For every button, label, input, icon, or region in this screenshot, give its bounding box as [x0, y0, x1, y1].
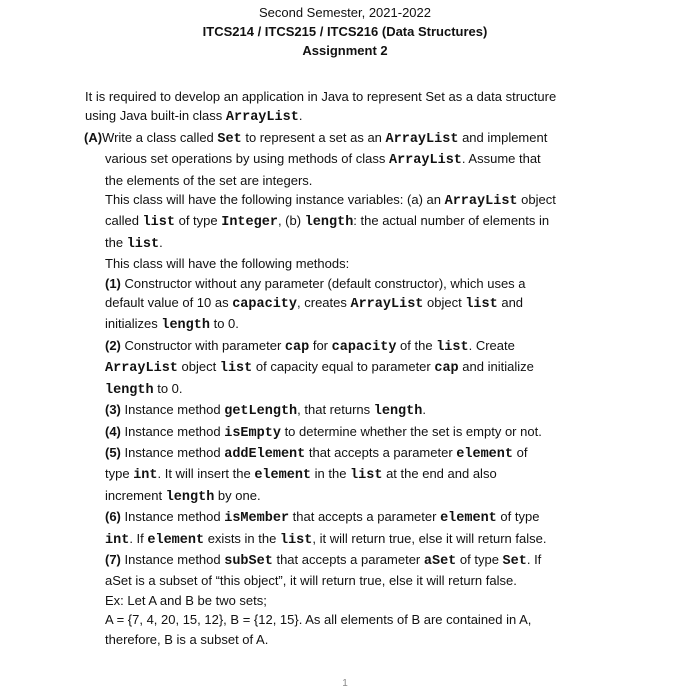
method-7-example-conclusion: therefore, B is a subset of A. — [105, 631, 269, 647]
assignment-title: Assignment 2 — [302, 43, 388, 58]
page-number: 1 — [342, 678, 348, 689]
part-a-line-1: (A)Write a class called Set to represent a set as an ArrayList and implement — [84, 129, 548, 147]
method-1-line-2: default value of 10 as capacity, creates ArrayList object list and — [105, 295, 524, 313]
part-a-line-5: called list of type Integer, (b) length: the actual number of elements in — [105, 213, 550, 231]
part-a-line-2: various set operations by using methods of class ArrayList. Assume that — [105, 151, 541, 169]
method-7-line-1: (7) Instance method subSet that accepts a parameter aSet of type Set. If — [105, 551, 542, 569]
method-6-line-1: (6) Instance method isMember that accepts a parameter element of type — [105, 509, 540, 527]
method-7-example-sets: A = {7, 4, 20, 15, 12}, B = {12, 15}. As all elements of B are contained in A, — [105, 612, 532, 628]
method-1-line-1: (1) Constructor without any parameter (default constructor), which uses a — [105, 275, 526, 291]
part-a-line-3: the elements of the set are integers. — [105, 172, 313, 188]
method-5-line-1: (5) Instance method addElement that accepts a parameter element of — [105, 444, 528, 462]
method-2-line-1: (2) Constructor with parameter cap for capacity of the list. Create — [105, 337, 515, 355]
part-a-line-7: This class will have the following methods: — [105, 256, 350, 272]
semester-line: Second Semester, 2021-2022 — [258, 5, 431, 20]
part-a-label: (A) — [84, 129, 103, 145]
method-4-line: (4) Instance method isEmpty to determine whether the set is empty or not. — [105, 423, 542, 441]
assignment-body — [85, 87, 610, 649]
part-a-line-4: This class will have the following instance variables: (a) an ArrayList object — [105, 192, 556, 210]
method-7-example-intro: Ex: Let A and B be two sets; — [105, 592, 267, 608]
method-2-line-2: ArrayList object list of capacity equal to parameter cap and initialize — [105, 359, 534, 377]
method-5-line-2: type int. It will insert the element in the list at the end and also — [105, 466, 497, 484]
document-header — [0, 3, 690, 60]
part-a-line-6: the list. — [105, 234, 163, 252]
method-1-line-3: initializes length to 0. — [105, 316, 239, 334]
method-5-line-3: increment length by one. — [105, 487, 261, 505]
method-2-line-3: length to 0. — [105, 380, 183, 398]
method-6-line-2: int. If element exists in the list, it will return true, else it will return false. — [105, 530, 547, 548]
course-title: ITCS214 / ITCS215 / ITCS216 (Data Structures) — [202, 24, 488, 39]
intro-line-1: It is required to develop an application in Java to represent Set as a data structure — [85, 89, 557, 104]
method-3-line: (3) Instance method getLength, that returns length. — [105, 402, 426, 420]
intro-line-2: using Java built-in class ArrayList. — [85, 108, 303, 126]
method-7-line-2: aSet is a subset of “this object”, it will return true, else it will return false. — [105, 573, 517, 589]
